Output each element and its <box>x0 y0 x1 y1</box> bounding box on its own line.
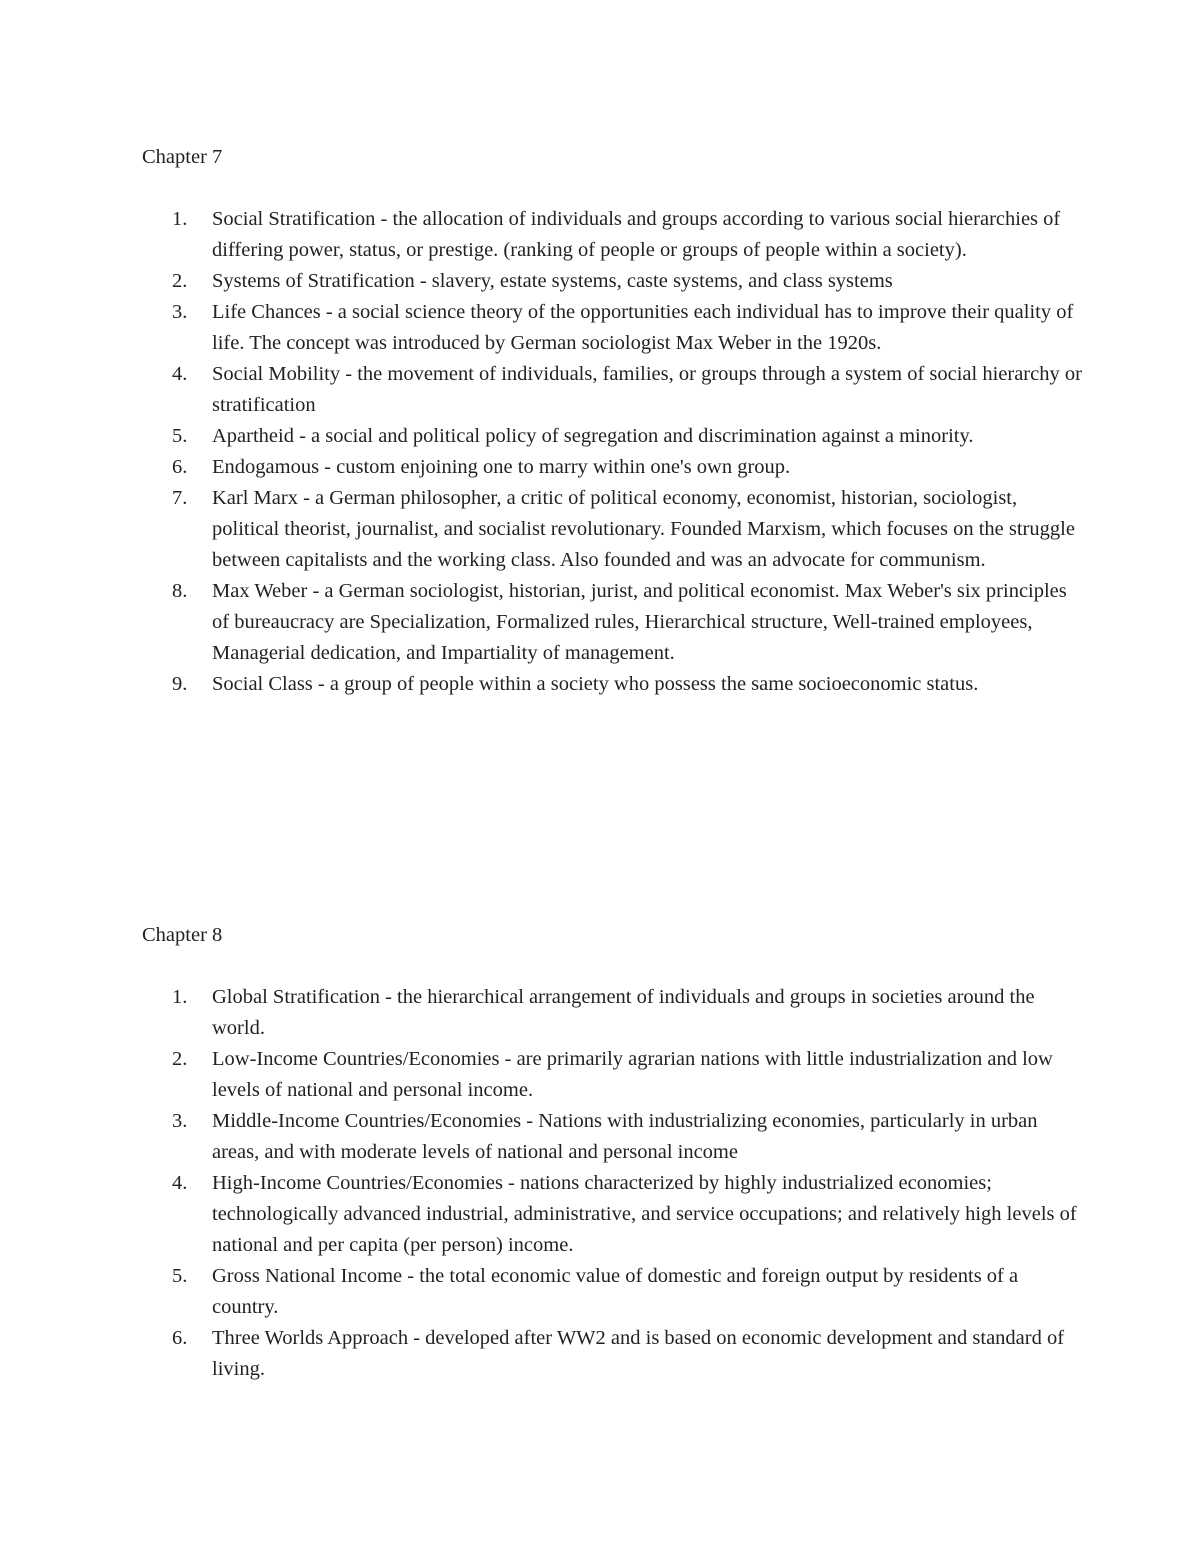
list-item-number: 6. <box>172 1327 188 1349</box>
list-item-text: Systems of Stratification - slavery, estate systems, caste systems, and class systems <box>212 270 893 292</box>
list-item-text: Three Worlds Approach - developed after WW2 and is based on economic development and standard of living. <box>212 1327 1065 1380</box>
list-item-number: 3. <box>172 1110 188 1132</box>
chapter-7-term-list <box>142 204 1082 700</box>
list-item-number: 2. <box>172 1048 188 1070</box>
list-item-text: High-Income Countries/Economies - nations characterized by highly industrialized economies; technologically advanced industrial, administrative, and service occupations; and relatively high levels of national and per capita (per person) income. <box>212 1172 1077 1256</box>
list-item-text: Apartheid - a social and political policy of segregation and discrimination against a minority. <box>212 425 974 447</box>
list-item <box>142 669 1082 700</box>
list-item <box>142 297 1082 359</box>
list-item-text: Social Class - a group of people within a society who possess the same socioeconomic status. <box>212 673 979 695</box>
list-item-text: Middle-Income Countries/Economies - Nations with industrializing economies, particularly in urban areas, and with moderate levels of national and personal income <box>212 1110 1038 1163</box>
list-item <box>142 1044 1082 1106</box>
list-item <box>142 1261 1082 1323</box>
list-item <box>142 204 1082 266</box>
list-item <box>142 1323 1082 1385</box>
list-item-number: 4. <box>172 1172 188 1194</box>
chapter-8-term-list <box>142 982 1082 1385</box>
list-item-number: 1. <box>172 986 188 1008</box>
list-item-text: Global Stratification - the hierarchical arrangement of individuals and groups in societies around the world. <box>212 986 1035 1039</box>
list-item-text: Endogamous - custom enjoining one to marry within one's own group. <box>212 456 791 478</box>
list-item <box>142 1106 1082 1168</box>
chapter-7-section <box>142 142 1082 700</box>
list-item-text: Max Weber - a German sociologist, historian, jurist, and political economist. Max Weber's six principles of bureaucracy are Specialization, Formalized rules, Hierarchical structure, Well-trained employees, Managerial dedication, and Impartiality of management. <box>212 580 1067 664</box>
list-item-number: 6. <box>172 456 188 478</box>
list-item-text: Karl Marx - a German philosopher, a critic of political economy, economist, historian, sociologist, political theorist, journalist, and socialist revolutionary. Founded Marxism, which focuses on the struggle between capitalists and the working class. Also founded and was an advocate for communism. <box>212 487 1075 571</box>
list-item-text: Gross National Income - the total economic value of domestic and foreign output by residents of a country. <box>212 1265 1019 1318</box>
list-item <box>142 483 1082 576</box>
list-item-text: Social Stratification - the allocation of individuals and groups according to various social hierarchies of differing power, status, or prestige. (ranking of people or groups of people within a society). <box>212 208 1061 261</box>
chapter-7-heading: Chapter 7 <box>142 146 223 168</box>
list-item-number: 4. <box>172 363 188 385</box>
list-item-number: 9. <box>172 673 188 695</box>
list-item-number: 3. <box>172 301 188 323</box>
list-item-number: 7. <box>172 487 188 509</box>
list-item-number: 2. <box>172 270 188 292</box>
list-item <box>142 359 1082 421</box>
list-item <box>142 452 1082 483</box>
list-item-number: 5. <box>172 425 188 447</box>
chapter-8-section <box>142 920 1082 1385</box>
list-item-number: 1. <box>172 208 188 230</box>
list-item <box>142 982 1082 1044</box>
list-item <box>142 1168 1082 1261</box>
list-item <box>142 266 1082 297</box>
list-item-text: Low-Income Countries/Economies - are primarily agrarian nations with little industrialization and low levels of national and personal income. <box>212 1048 1053 1101</box>
list-item <box>142 576 1082 669</box>
list-item <box>142 421 1082 452</box>
list-item-number: 8. <box>172 580 188 602</box>
list-item-text: Life Chances - a social science theory of the opportunities each individual has to improve their quality of life. The concept was introduced by German sociologist Max Weber in the 1920s. <box>212 301 1074 354</box>
list-item-number: 5. <box>172 1265 188 1287</box>
chapter-8-heading: Chapter 8 <box>142 924 223 946</box>
list-item-text: Social Mobility - the movement of individuals, families, or groups through a system of social hierarchy or stratification <box>212 363 1082 416</box>
